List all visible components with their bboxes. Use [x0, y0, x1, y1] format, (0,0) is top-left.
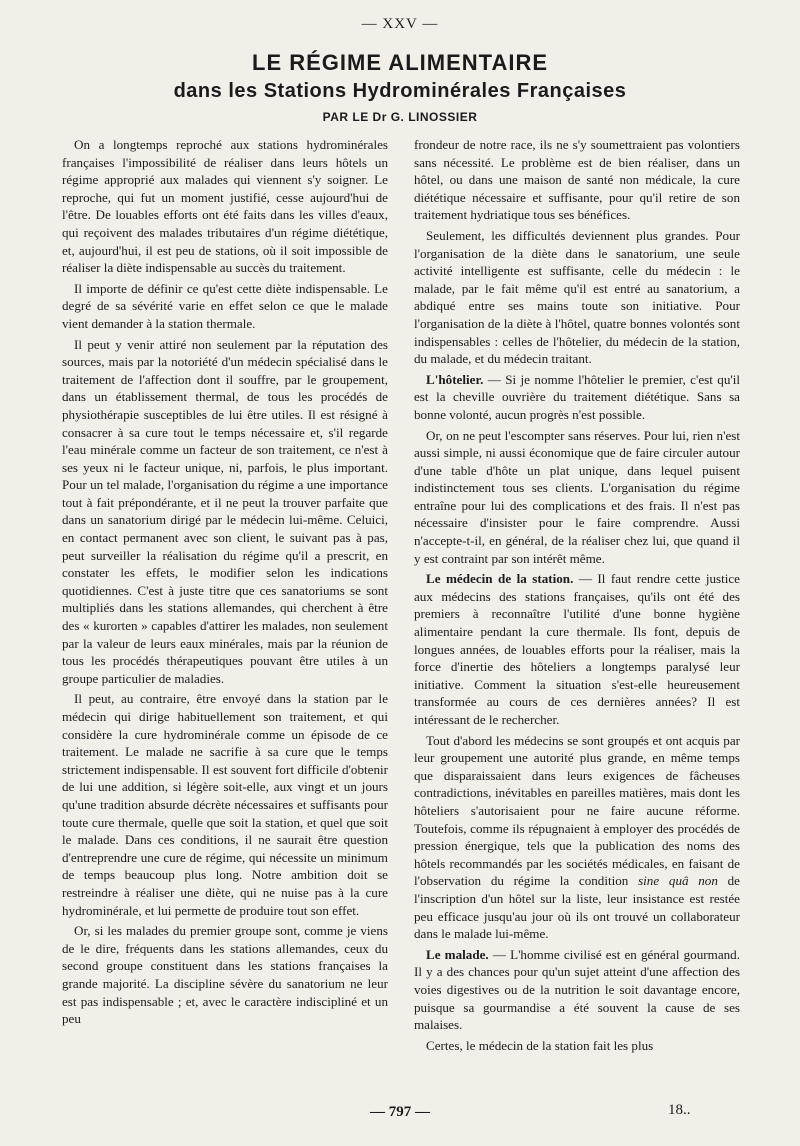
paragraph: On a longtemps reproché aux stations hydrominérales françaises l'impossibilité de réaliser dans leurs hôtels un régime approprié aux malades qui viennent s'y soigner. Le reproche, qui fut un moment justifié, cesse aujourd'hui de l'être. De louables efforts ont été faits dans les villes d'eaux, qui reçoivent des malades tributaires d'un régime diététique, et, aujourd'hui, il est peu de stations, où il soit impossible de réaliser la diète indispensable au succès du traitement.	[62, 137, 388, 276]
paragraph: Or, si les malades du premier groupe sont, comme je viens de le dire, fréquents dans les stations allemandes, ceux du second groupe constituent dans les stations françaises la grande majorité. La discipline sévère du sanatorium ne leur est pas indispensable ; et, avec le caractère indiscipliné et un peu	[62, 923, 388, 1027]
paragraph: Il peut y venir attiré non seulement par la réputation des sources, mais par la notoriété d'un médecin spécialisé dans le traitement de l'affection dont il souffre, par le groupement, dans un établissement thermal, de tous les procédés de physiothérapie susceptibles de lui être utiles. Il est résigné à consacrer à sa cure tout le temps nécessaire et, s'il regarde l'eau minérale comme un facteur de son traitement, ce n'est à ses yeux ni le facteur unique, ni, parfois, le plus important. Pour un tel malade, l'organisation du régime a une importance tout à fait prépondérante, et il ne peut la trouver parfaite que dans un sanatorium dirigé par le médecin lui-même. Celuici, en contact permanent avec son client, le suivant pas à pas, peut surveiller la réalisation du régime qu'il a prescrit, en constater les effets, le modifier selon les indications quotidiennes. C'est à juste titre que ces sanatoriums se sont multipliés dans les stations allemandes, qui cherchent à être des « kurorten » capables d'attirer les malades, non seulement par la valeur de leurs eaux minérales, mais par la réunion de tous les procédés thérapeutiques pouvant être utiles à un groupe particulier de maladies.	[62, 336, 388, 686]
italic-phrase: sine quâ non	[638, 873, 718, 889]
article-title: LE RÉGIME ALIMENTAIRE	[252, 50, 548, 75]
page-number: — 797 —	[370, 1104, 430, 1120]
left-column	[62, 136, 388, 1092]
section-paragraph-hotelier	[414, 371, 740, 424]
paragraph: frondeur de notre race, ils ne s'y soumettraient pas volontiers sans nécessité. Le problème est de bien réaliser, dans un hôtel, ou dans une maison de santé non médicale, la cure diététique nécessaire et suffisante, pour qu'il retire de son traitement hydriatique tous ses bénéfices.	[414, 137, 740, 223]
article-subtitle: dans les Stations Hydrominérales Françaises	[173, 80, 627, 102]
section-lead-hotelier: L'hôtelier.	[426, 371, 484, 387]
section-lead-medecin: Le médecin de la station.	[426, 571, 574, 587]
paragraph: Il peut, au contraire, être envoyé dans la station par le médecin qui dirige habituellement son traitement, et qui considère la cure hydrominérale comme un épisode de ce traitement. Le malade ne sacrifie à sa cure que le temps strictement indispensable. Il est souvent fort difficile d'obtenir de lui une addition, si légère soit-elle, aux vingt et un jours qu'une tradition absurde décrète nécessaires et suffisants pour toute cure thermale, quelle que soit la station, et quel que soit le malade. Dans ces conditions, il ne saurait être question d'entreprendre une cure de régime, qui nécessite un minimum de temps beaucoup plus long. Notre ambition doit se restreindre à réaliser une diète, qui ne nuise pas à la cure hydrominérale, et lui permette de produire tout son effet.	[62, 691, 388, 918]
text-span: de l'inscription d'un hôtel sur la liste, leur insistance est restée peu efficace jusqu'au jour où ils ont trouvé un collaborateur dans le malade lui-même.	[414, 873, 740, 942]
section-text: — Si je nomme l'hôtelier le premier, c'est qu'il est la cheville ouvrière du traitement diététique. Sans sa bonne volonté, aucun progrès n'est possible.	[414, 371, 740, 422]
section-lead-malade: Le malade.	[426, 946, 489, 962]
paragraph	[414, 732, 740, 943]
roman-page-header: — XXV —	[361, 16, 439, 32]
signature-mark: 18..	[668, 1102, 691, 1118]
section-paragraph-malade	[414, 946, 740, 1034]
text-span: Tout d'abord les médecins se sont groupés et ont acquis par leur groupement une autorité plus grande, en même temps que disparaissaient dans leurs exigences de fâcheuses contradictions, inévitables en pareilles matières, mais dont les hôteliers s'autorisaient pour ne faire aucune réforme. Toutefois, comme ils répugnaient à employer des procédés de pression énergique, tels que la publication des noms des hôtels recommandés par les sociétés médicales, en faisant de l'observation du régime la condition	[414, 732, 740, 889]
paragraph: Or, on ne peut l'escompter sans réserves. Pour lui, rien n'est aussi simple, ni aussi économique que de faire circuler autour d'une table d'hôte un plat unique, dans lequel puisent indistinctement tous ses clients. L'organisation du régime entraîne pour lui des complications et des frais. Il n'est pas nécessaire d'insister pour le faire comprendre. Aussi n'accepte-t-il, en général, de la réaliser chez lui, que quand il y est contraint par son intérêt même.	[414, 427, 740, 566]
right-column	[414, 136, 740, 1092]
section-text: — L'homme civilisé est en général gourmand. Il y a des chances pour qu'un sujet atteint d'une affection des voies digestives ou de la nutrition le soit davantage encore, puisque sa gourmandise a été souvent la cause de ses malaises.	[414, 946, 740, 1033]
paragraph: Certes, le médecin de la station fait les plus	[426, 1037, 654, 1053]
section-paragraph-medecin	[414, 570, 740, 728]
section-text: — Il faut rendre cette justice aux médecins des stations françaises, qu'ils ont été des premiers à reconnaître l'utilité d'une bonne hygiène alimentaire pendant la cure thermale. Ils font, depuis de longues années, de louables efforts pour la réaliser, mais la force d'inertie des hôteliers a longtemps paralysé leur initiative. Comment la situation s'est-elle heureusement transformée au cours de ces dernières années? Il est intéressant de le rechercher.	[414, 571, 740, 727]
paragraph: Il importe de définir ce qu'est cette diète indispensable. Le degré de sa sévérité varie en effet selon ce que le malade vient demander à la station thermale.	[62, 280, 388, 331]
article-author: PAR LE Dr G. LINOSSIER	[322, 110, 478, 124]
paragraph: Seulement, les difficultés deviennent plus grandes. Pour l'organisation de la diète dans le sanatorium, une seule activité intelligente est suffisante, celle du médecin : le malade, par le fait même qu'il est entré au sanatorium, a abdiqué entre ses mains toute son initiative. Pour l'organisation de la diète à l'hôtel, quatre bonnes volontés sont indispensables : celles de l'hôtelier, du médecin de la station, du malade, et du médecin traitant.	[414, 227, 740, 367]
